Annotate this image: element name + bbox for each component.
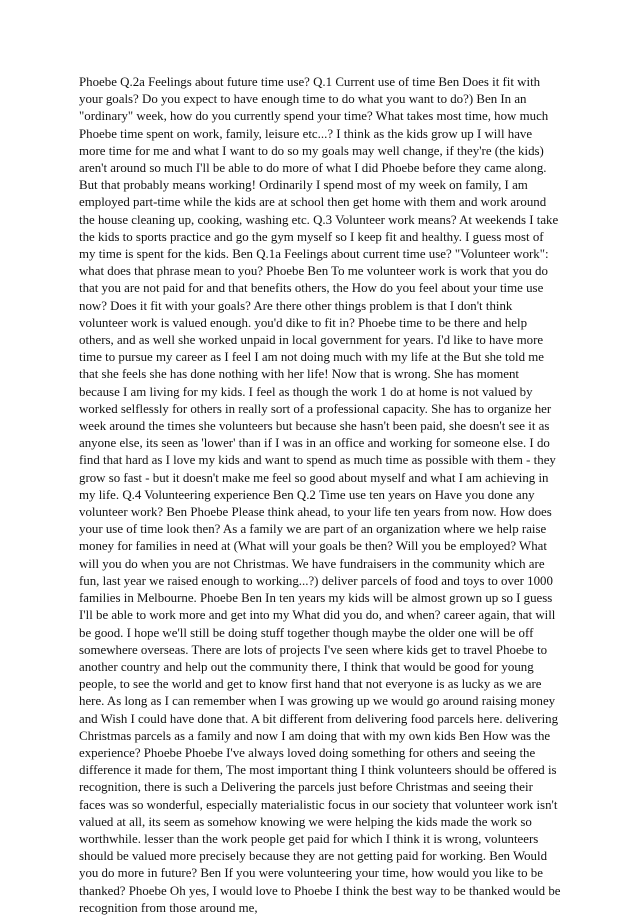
document-page [79,74,561,917]
body-text: Phoebe Q.2a Feelings about future time use? Q.1 Current use of time Ben Does it fit with your goals? Do you expect to have enough time to do what you want to do?) Ben In an "ordinary" week, how do you currently spend your time? What takes most time, how much Phoebe time spent on work, family, leisure etc...? I think as the kids grow up I will have more time for me and what I want to do so my goals may well change, if they're (the kids) aren't around so much I'll be able to do more of what I did Phoebe before they came along. But that probably means working! Ordinarily I spend most of my week on family, I am employed part-time while the kids are at school then get home with them and work around the house cleaning up, cooking, washing etc. Q.3 Volunteer work means? At weekends I take the kids to sports practice and go the gym myself so I keep fit and healthy. I guess most of my time is spent for the kids. Ben Q.1a Feelings about current time use? "Volunteer work": what does that phrase mean to you? Phoebe Ben To me volunteer work is work that you do that you are not paid for and that benefits others, the How do you feel about your time use now? Does it fit with your goals? Are there other things problem is that I don't think volunteer work is valued enough. you'd dike to fit in? Phoebe time to be there and help others, and as well she worked unpaid in local government for years. I'd like to have more time to pursue my career as I feel I am not doing much with my life at the But she told me that she feels she has done nothing with her life! Now that is wrong. She has moment because I am living for my kids. I feel as though the work 1 do at home is not valued by worked selflessly for others in really sort of a professional capacity. She has to organize her week around the times she volunteers but because she hasn't been paid, she doesn't see it as anyone else, its seen as 'lower' than if I was in an office and working for someone else. I do find that hard as I love my kids and want to spend as much time as possible with them - they grow so fast - but it doesn't make me feel so good about myself and what I am achieving in my life. Q.4 Volunteering experience Ben Q.2 Time use ten years on Have you done any volunteer work? Ben Phoebe Please think ahead, to your life ten years from now. How does your use of time look then? As a family we are part of an organization where we help raise money for families in need at (What will your goals be then? Will you be employed? What will you do when you are not Christmas. We have fundraisers in the community which are fun, last year we raised enough to working...?) deliver parcels of food and toys to over 1000 families in Melbourne. Phoebe Ben In ten years my kids will be almost grown up so I guess I'll be able to work more and get into my What did you do, and when? career again, that will be good. I hope we'll still be doing stuff together though maybe the older one will be off somewhere overseas. There are lots of projects I've seen where kids get to travel Phoebe to another country and help out the community there, I think that would be good for young people, to see the world and get to know first hand that not everyone is as lucky as we are here. As long as I can remember when I was growing up we would go around raising money and Wish I could have done that. A bit different from delivering food parcels here. delivering Christmas parcels as a family and now I am doing that with my own kids Ben How was the experience? Phoebe Phoebe I've always loved doing something for others and seeing the difference it made for them, The most important thing I think volunteers should be offered is recognition, there is such a Delivering the parcels just before Christmas and seeing their faces was so wonderful, especially materialistic focus in our society that volunteer work isn't valued at all, its seem as somehow knowing we were helping the kids made the work so worthwhile. lesser than the work people get paid for which I think it is wrong, volunteers should be valued more precisely because they are not getting paid for working. Ben Would you do more in future? Ben If you were volunteering your time, how would you like to be thanked? Phoebe Oh yes, I would love to Phoebe I think the best way to be thanked would be recognition from those around me, [79,75,561,915]
